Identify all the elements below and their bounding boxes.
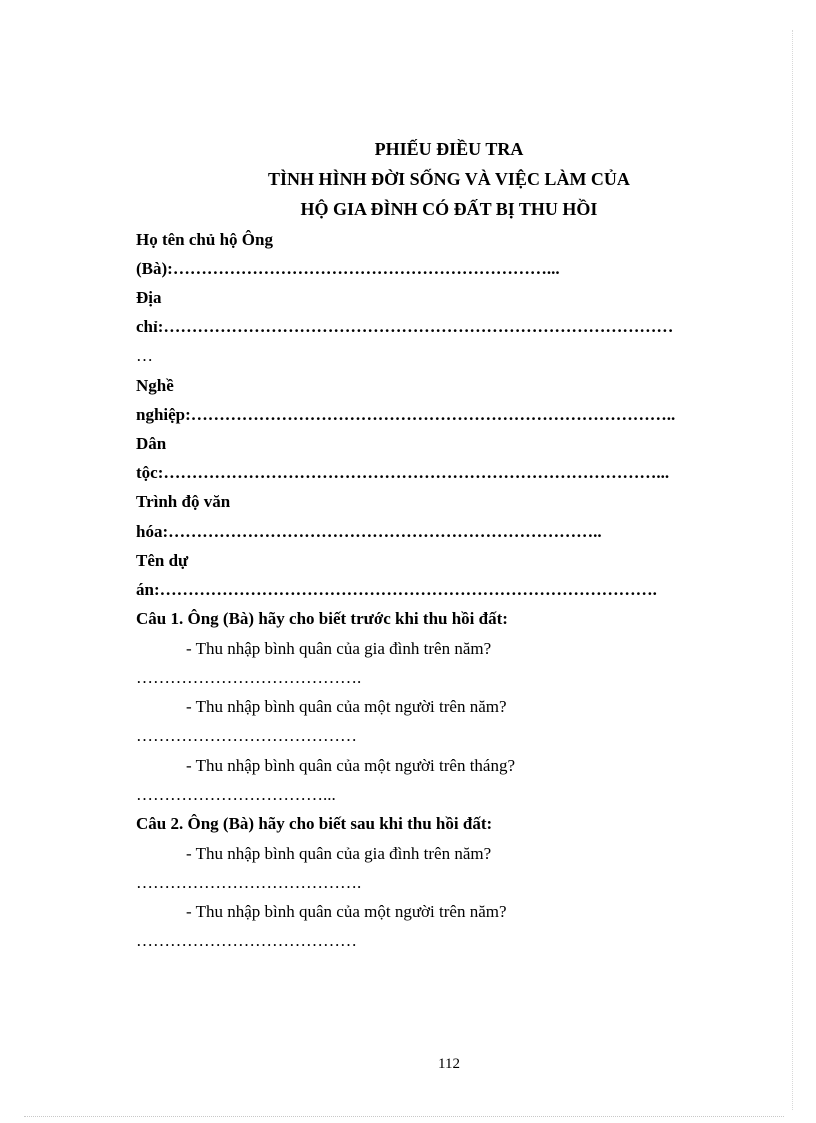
education-line: hóa:………………………………………………………………….. bbox=[136, 522, 602, 541]
question-2-item-2: - Thu nhập bình quân của một người trên năm? bbox=[186, 902, 507, 921]
question-1-item-3: - Thu nhập bình quân của một người trên tháng? bbox=[186, 756, 516, 775]
address-label: Địa bbox=[136, 288, 162, 307]
question-1-item-1: - Thu nhập bình quân của gia đình trên năm? bbox=[186, 639, 492, 658]
ethnic-label: Dân bbox=[136, 434, 167, 453]
page-edge-divider bbox=[24, 1116, 784, 1117]
question-1-answer-3: ……………………………... bbox=[136, 785, 336, 804]
question-1-answer-2: ………………………………… bbox=[136, 726, 357, 745]
title-line-2: TÌNH HÌNH ĐỜI SỐNG VÀ VIỆC LÀM CỦA bbox=[268, 169, 630, 189]
project-line: án:……………………………………………………………………………. bbox=[136, 580, 657, 599]
address-continuation: … bbox=[136, 346, 153, 365]
project-label: Tên dự bbox=[136, 551, 189, 570]
education-label: Trình độ văn bbox=[136, 492, 231, 511]
page-edge-divider-right bbox=[792, 30, 793, 1110]
name-label: Họ tên chủ hộ Ông bbox=[136, 230, 273, 249]
question-1-item-2: - Thu nhập bình quân của một người trên năm? bbox=[186, 697, 507, 716]
question-2-heading: Câu 2. Ông (Bà) hãy cho biết sau khi thu hồi đất: bbox=[136, 814, 493, 833]
name-line: (Bà):…………………………………………………………... bbox=[136, 259, 560, 278]
page-number: 112 bbox=[438, 1056, 460, 1072]
question-2-answer-2: ………………………………… bbox=[136, 931, 357, 950]
job-label: Nghề bbox=[136, 376, 174, 395]
title-line-1: PHIẾU ĐIỀU TRA bbox=[374, 139, 524, 159]
job-line: nghiệp:………………………………………………………………………….. bbox=[136, 405, 676, 424]
title-line-3: HỘ GIA ĐÌNH CÓ ĐẤT BỊ THU HỒI bbox=[300, 199, 598, 219]
question-1-answer-1: …………………………………. bbox=[136, 668, 362, 687]
question-1-heading: Câu 1. Ông (Bà) hãy cho biết trước khi thu hồi đất: bbox=[136, 609, 508, 628]
address-line: chỉ:……………………………………………………………………………… bbox=[136, 317, 674, 336]
question-2-item-1: - Thu nhập bình quân của gia đình trên năm? bbox=[186, 844, 492, 863]
ethnic-line: tộc:……………………………………………………………………………... bbox=[136, 463, 670, 482]
question-2-answer-1: …………………………………. bbox=[136, 873, 362, 892]
